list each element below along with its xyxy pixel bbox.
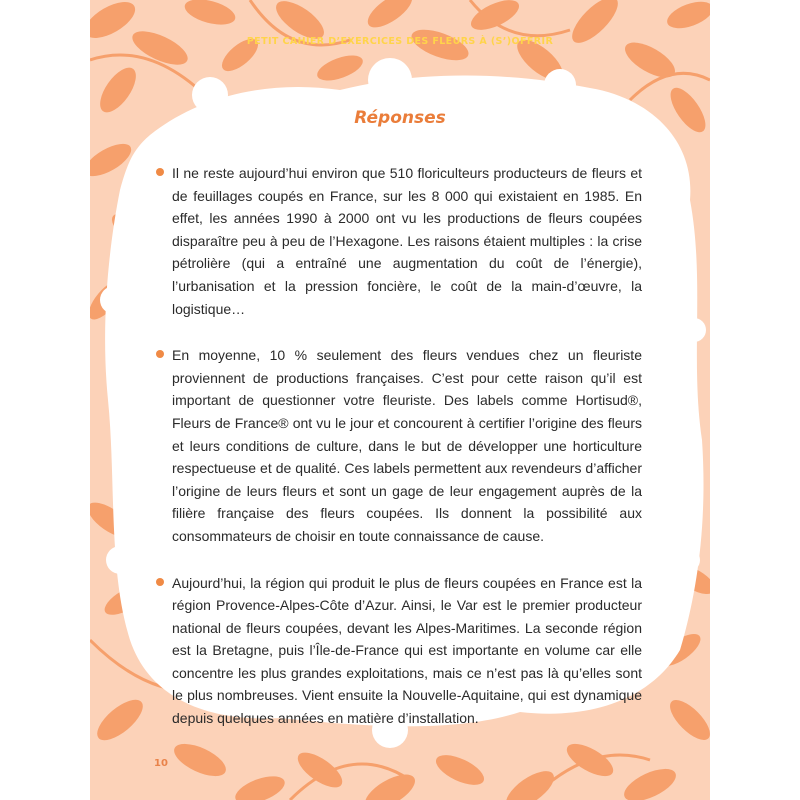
answer-item xyxy=(172,344,642,547)
bullet-dot-icon xyxy=(156,578,164,586)
answer-item xyxy=(172,162,642,320)
running-title: PETIT CAHIER D’EXERCICES DES FLEURS À (S’)OFFRIR xyxy=(246,36,554,47)
page-number: 10 xyxy=(154,758,168,769)
answer-text: Il ne reste aujourd’hui environ que 510 floriculteurs producteurs de fleurs et de feuillages coupés en France, sur les 8 000 qui existaient en 1985. En effet, les années 1990 à 2000 ont vu les productions de fleurs coupées disparaître peu à peu de l’Hexagone. Les raisons étaient multiples : la crise pétrolière (qui a entraîné une augmentation du coût de l’énergie), l’urbanisation et la pression foncière, le coût de la main-d’œuvre, la logistique… xyxy=(172,165,642,317)
section-title: Réponses xyxy=(354,108,446,128)
answer-text: En moyenne, 10 % seulement des fleurs vendues chez un fleuriste proviennent de productions françaises. C’est pour cette raison qu’il est important de questionner votre fleuriste. Des labels comme Hortisud®, Fleurs de France® ont vu le jour et concourent à certifier l’origine des fleurs et leurs conditions de culture, dans le but de développer une horticulture respectueuse et de qualité. Ces labels permettent aux revendeurs d’afficher l’origine de leurs fleurs et sont un gage de leur engagement auprès de la filière française des fleurs coupées. Ils donnent la possibilité aux consommateurs de choisir en toute connaissance de cause. xyxy=(172,347,642,544)
answer-text: Aujourd’hui, la région qui produit le plus de fleurs coupées en France est la région Provence-Alpes-Côte d’Azur. Ainsi, le Var est le premier producteur national de fleurs coupées, devant les Alpes-Maritimes. La seconde région est la Bretagne, puis l’Île-de-France qui est importante en volume car elle concentre les plus grandes exploitations, mais ce n’est pas là qu’elles sont le plus nombreuses. Vient ensuite la Nouvelle-Aquitaine, qui est dynamique depuis quelques années en matière d’installation. xyxy=(172,574,642,727)
book-page xyxy=(90,0,710,800)
answer-item xyxy=(172,572,642,730)
bullet-dot-icon xyxy=(156,168,164,176)
answers-list xyxy=(172,162,642,754)
